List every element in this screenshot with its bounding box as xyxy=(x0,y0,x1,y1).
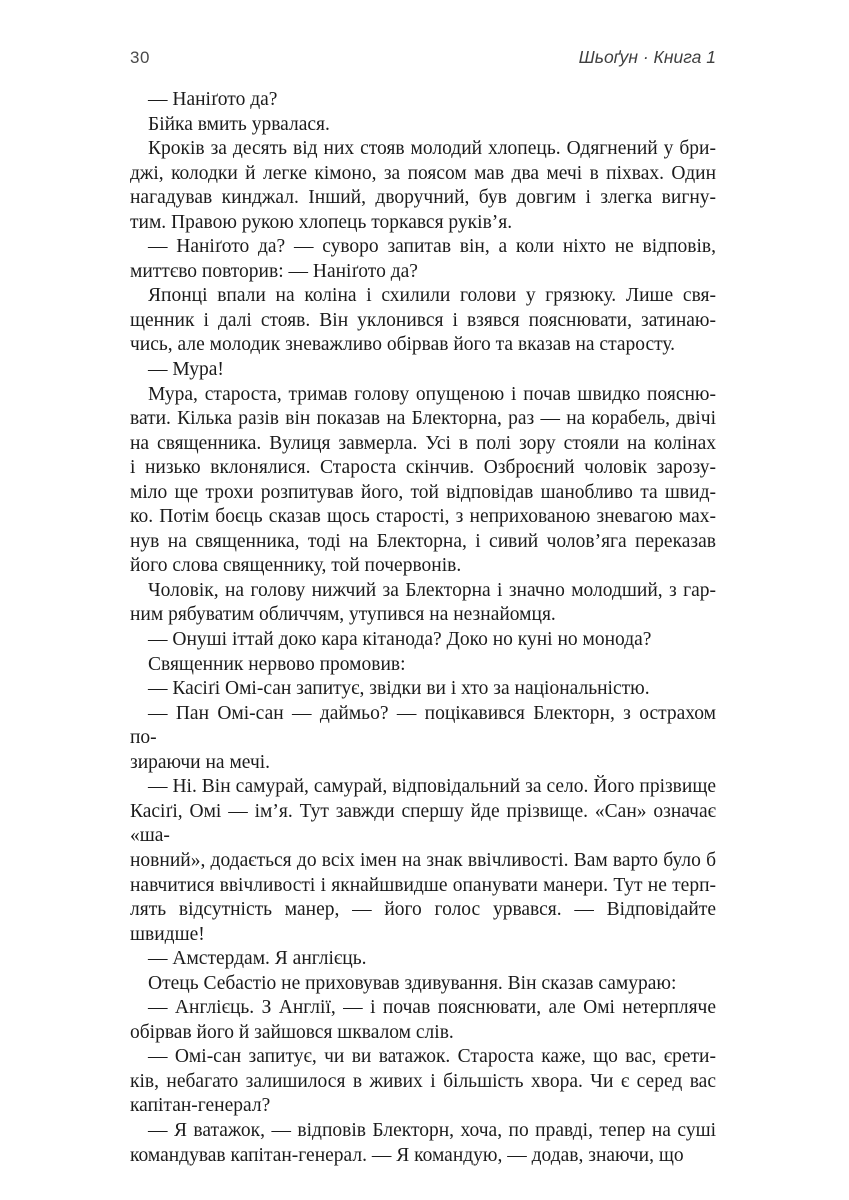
paragraph xyxy=(130,972,716,997)
paragraph xyxy=(130,137,716,235)
paragraph xyxy=(130,113,716,138)
text-line: тим. Правою рукою хлопець торкався руків’я. xyxy=(130,211,513,233)
page-header xyxy=(130,47,716,71)
text-line: джі, колодки й легке кімоно, за поясом мав два мечі в піхвах. Один xyxy=(130,162,716,184)
text-line: — Амстердам. Я англієць. xyxy=(148,948,367,970)
text-line: Японці впали на коліна і схилили голови у грязюку. Лише свя- xyxy=(148,285,716,307)
text-line: на священника. Вулиця завмерла. Усі в полі зору стояли на колінах xyxy=(130,432,716,454)
text-line: — Мура! xyxy=(148,359,224,381)
text-line: зираючи на мечі. xyxy=(130,751,271,773)
page-body-text xyxy=(130,88,716,1168)
page-number: 30 xyxy=(130,48,150,67)
text-line: чись, але молодик зневажливо обірвав його та вказав на старосту. xyxy=(130,334,676,356)
text-line: його слова священнику, той почервонів. xyxy=(130,555,462,577)
text-line: — Ні. Він самурай, самурай, відповідальний за село. Його прізвище xyxy=(148,776,716,798)
paragraph xyxy=(130,628,716,653)
text-line: Отець Себастіо не приховував здивування. Він сказав самураю: xyxy=(148,972,677,994)
text-line: — Я ватажок, — відповів Блекторн, хоча, по правді, тепер на суші xyxy=(148,1119,716,1141)
text-line: Священник нервово промовив: xyxy=(148,653,406,675)
text-line: нагадував кинджал. Інший, дворучний, був довгим і злегка вигну- xyxy=(130,187,716,209)
paragraph xyxy=(130,775,716,947)
text-line: обірвав його й зайшовся шквалом слів. xyxy=(130,1021,454,1043)
paragraph xyxy=(130,579,716,628)
paragraph xyxy=(130,677,716,702)
text-line: Чоловік, на голову нижчий за Блекторна і значно молодший, з гар- xyxy=(148,579,716,601)
text-line: — Касіґі Омі-сан запитує, звідки ви і хто за національністю. xyxy=(148,678,650,700)
text-line: Бійка вмить урвалася. xyxy=(148,113,330,135)
text-line: — Наніґото да? — суворо запитав він, а коли ніхто не відповів, xyxy=(148,236,716,258)
text-line: миттєво повторив: — Наніґото да? xyxy=(130,260,418,282)
paragraph xyxy=(130,996,716,1045)
paragraph xyxy=(130,383,716,579)
paragraph xyxy=(130,284,716,358)
text-line: міло ще трохи розпитував його, той відповідав шанобливо та швид- xyxy=(130,481,716,503)
text-line: і низько вклонялися. Староста скінчив. Озброєний чоловік зарозу- xyxy=(130,457,716,479)
text-line: Мура, староста, тримав голову опущеною і почав швидко поясню- xyxy=(148,383,716,405)
text-line: новний», додається до всіх імен на знак ввічливості. Вам варто було б xyxy=(130,849,716,871)
text-line: — Англієць. З Англії, — і почав пояснювати, але Омі нетерпляче xyxy=(148,997,716,1019)
paragraph xyxy=(130,653,716,678)
paragraph xyxy=(130,1045,716,1119)
paragraph xyxy=(130,358,716,383)
paragraph xyxy=(130,1119,716,1168)
text-line: вати. Кілька разів він показав на Блекторна, раз — на корабель, двічі xyxy=(130,408,716,430)
text-line: ків, небагато залишилося в живих і більшість хвора. Чи є серед вас xyxy=(130,1070,716,1092)
text-line: — Омі-сан запитує, чи ви ватажок. Староста каже, що вас, єрети- xyxy=(148,1046,716,1068)
text-line: нув на священника, тоді на Блекторна, і сивий чолов’яга переказав xyxy=(130,530,716,552)
text-line: капітан-генерал? xyxy=(130,1095,271,1117)
paragraph xyxy=(130,947,716,972)
text-line: ним рябуватим обличчям, утупився на незнайомця. xyxy=(130,604,556,626)
text-line: командував капітан-генерал. — Я командую, — додав, знаючи, що xyxy=(130,1144,684,1166)
text-line: Кроків за десять від них стояв молодий хлопець. Одягнений у бри- xyxy=(148,138,716,160)
paragraph xyxy=(130,88,716,113)
paragraph xyxy=(130,235,716,284)
paragraph xyxy=(130,702,716,776)
text-line: ко. Потім боєць сказав щось старості, з неприхованою зневагою мах- xyxy=(130,506,716,528)
text-line: лять відсутність манер, — його голос урвався. — Відповідайте швидше! xyxy=(130,899,716,945)
text-line: — Пан Омі-сан — даймьо? — поцікавився Блекторн, з острахом по- xyxy=(130,702,716,749)
text-line: — Наніґото да? xyxy=(148,89,278,110)
running-title: Шьоґун · Книга 1 xyxy=(578,47,716,67)
text-line: — Онуші іттай доко кара кітанода? Доко но куні но монода? xyxy=(148,629,652,651)
text-line: щенник і далі стояв. Він уклонився і взявся пояснювати, затинаю- xyxy=(130,309,716,331)
text-line: Касіґі, Омі — ім’я. Тут завжди спершу йде прізвище. «Сан» означає «ша- xyxy=(130,800,716,847)
text-line: навчитися ввічливості і якнайшвидше опанувати манери. Тут не терп- xyxy=(130,874,716,896)
